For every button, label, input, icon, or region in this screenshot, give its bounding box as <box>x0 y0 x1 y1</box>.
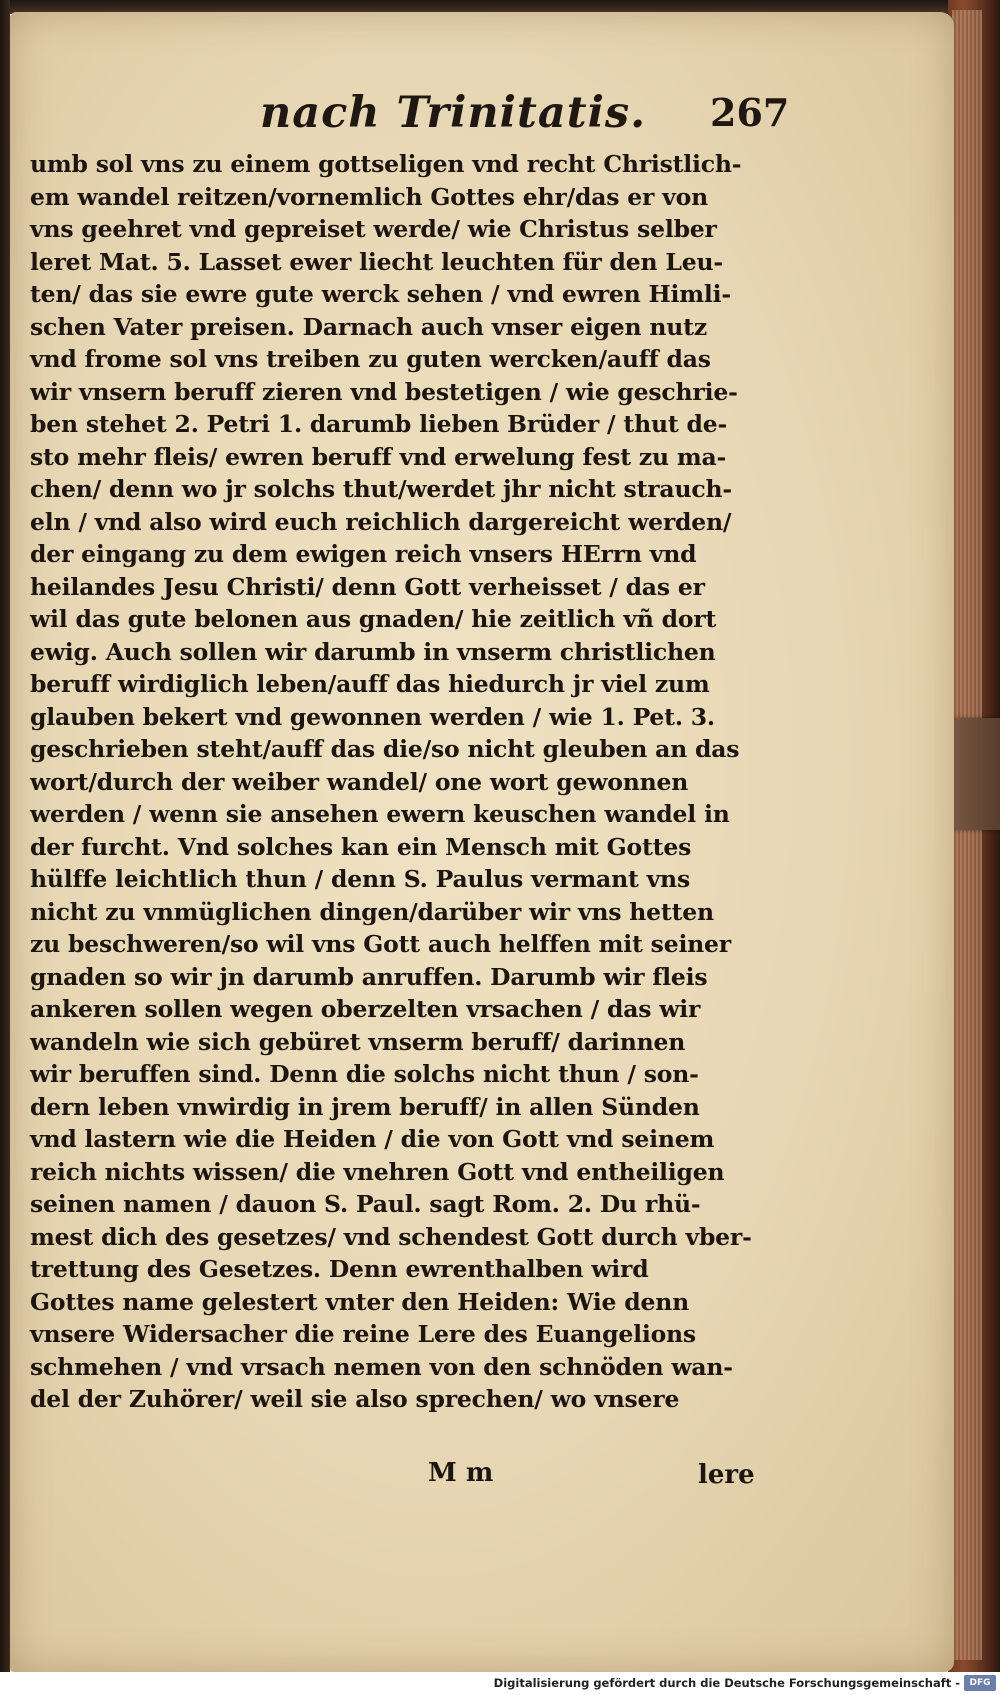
text-line: ewig. Auch sollen wir darumb in vnserm christlichen <box>30 637 716 666</box>
catchword: lere <box>698 1460 755 1490</box>
text-line: ben stehet 2. Petri 1. darumb lieben Brüder / thut de- <box>30 410 728 438</box>
text-line: heilandes Jesu Christi/ denn Gott verheisset / das er <box>30 572 705 601</box>
text-line: wir beruffen sind. Denn die solchs nicht thun / son- <box>30 1060 699 1088</box>
text-line: seinen namen / dauon S. Paul. sagt Rom. 2. Du rhü- <box>30 1190 701 1218</box>
text-line: sto mehr fleis/ ewren beruff vnd erwelung fest zu ma- <box>30 442 727 471</box>
book-clasp-tab <box>946 718 1000 830</box>
text-line: ten/ das sie ewre gute werck sehen / vnd ewren Himli- <box>30 280 731 308</box>
text-line: del der Zuhörer/ weil sie also sprechen/ wo vnsere <box>30 1385 680 1413</box>
dfg-logo-icon: DFG <box>964 1675 996 1691</box>
text-line: ankeren sollen wegen oberzelten vrsachen / das wir <box>30 995 701 1023</box>
text-line: der eingang zu dem ewigen reich vnsers HErrn vnd <box>30 540 697 568</box>
text-line: zu beschweren/so wil vns Gott auch helffen mit seiner <box>30 930 731 958</box>
text-line: geschrieben steht/auff das die/so nicht gleuben an das <box>30 735 740 763</box>
text-line: Gottes name gelestert vnter den Heiden: Wie denn <box>30 1287 690 1316</box>
text-line: hülffe leichtlich thun / denn S. Paulus vermant vns <box>30 865 690 893</box>
text-line: vnsere Widersacher die reine Lere des Euangelions <box>30 1320 696 1348</box>
text-line: der furcht. Vnd solches kan ein Mensch mit Gottes <box>30 832 692 861</box>
signature-mark: M m <box>428 1458 494 1488</box>
page-number: 267 <box>710 90 790 135</box>
book-cover-left-edge <box>0 0 10 1672</box>
text-line: vns geehret vnd gepreiset werde/ wie Christus selber <box>30 215 717 243</box>
page-header <box>240 88 860 148</box>
text-line: glauben bekert vnd gewonnen werden / wie 1. Pet. 3. <box>30 702 715 731</box>
text-line: mest dich des gesetzes/ vnd schendest Gott durch vber- <box>30 1222 752 1251</box>
text-line: trettung des Gesetzes. Denn ewrenthalben wird <box>30 1255 649 1283</box>
text-line: nicht zu vnmüglichen dingen/darüber wir vns hetten <box>30 897 714 926</box>
text-line: schen Vater preisen. Darnach auch vnser eigen nutz <box>30 312 707 341</box>
digitization-footer <box>0 1672 1000 1695</box>
page-footer-marks <box>428 1458 768 1494</box>
body-text-block <box>30 148 775 1416</box>
text-line: chen/ denn wo jr solchs thut/werdet jhr nicht strauch- <box>30 475 732 503</box>
text-line: umb sol vns zu einem gottseligen vnd recht Christlich- <box>30 150 742 178</box>
text-line: werden / wenn sie ansehen ewern keuschen wandel in <box>30 800 730 828</box>
text-line: em wandel reitzen/vornemlich Gottes ehr/das er von <box>30 182 708 211</box>
text-line: dern leben vnwirdig in jrem beruff/ in allen Sünden <box>30 1092 700 1121</box>
text-line: eln / vnd also wird euch reichlich dargereicht werden/ <box>30 507 732 536</box>
text-line: reich nichts wissen/ die vnehren Gott vnd entheiligen <box>30 1157 725 1186</box>
text-line: wir vnsern beruff zieren vnd bestetigen / wie geschrie- <box>30 377 738 406</box>
text-line: vnd lastern wie die Heiden / die von Gott vnd seinem <box>30 1125 715 1153</box>
text-line: wandeln wie sich gebüret vnserm beruff/ darinnen <box>30 1027 686 1056</box>
text-line: wil das gute belonen aus gnaden/ hie zeitlich vñ dort <box>30 605 717 633</box>
text-line: leret Mat. 5. Lasset ewer liecht leuchten für den Leu- <box>30 247 723 276</box>
text-line: beruff wirdiglich leben/auff das hiedurch jr viel zum <box>30 670 710 698</box>
text-line: schmehen / vnd vrsach nemen von den schnöden wan- <box>30 1352 733 1381</box>
funding-credit: Digitalisierung gefördert durch die Deutsche Forschungsgemeinschaft - <box>493 1676 960 1690</box>
text-line: gnaden so wir jn darumb anruffen. Darumb wir fleis <box>30 962 708 991</box>
page-block-edges <box>952 10 982 1660</box>
running-title: nach Trinitatis. <box>260 88 647 138</box>
text-line: wort/durch der weiber wandel/ one wort gewonnen <box>30 767 689 796</box>
text-line: vnd frome sol vns treiben zu guten wercken/auff das <box>30 345 711 373</box>
